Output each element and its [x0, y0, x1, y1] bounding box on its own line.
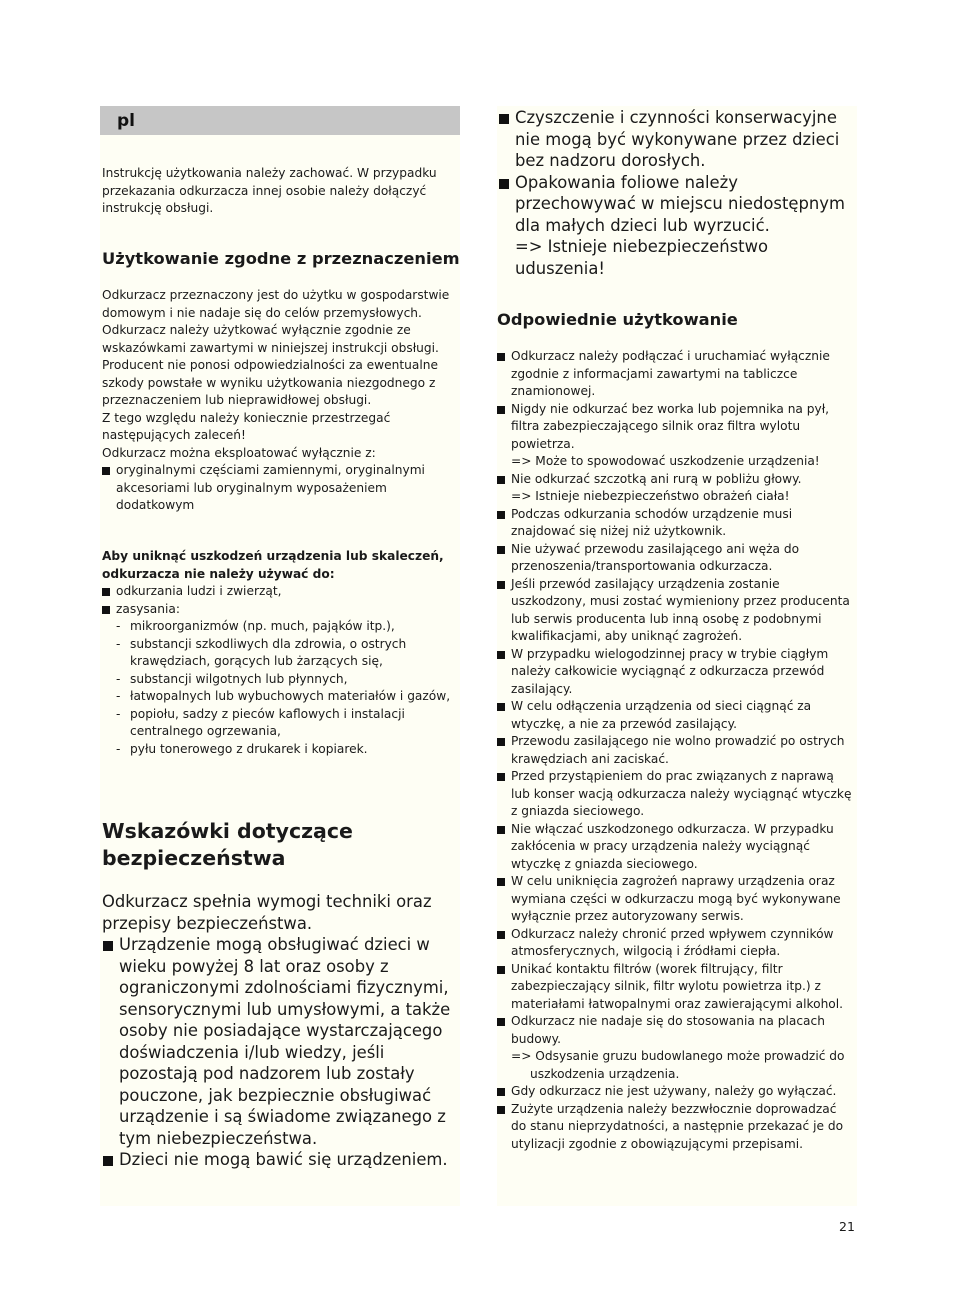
- list-item: Nie odkurzać szczotką ani rurą w pobliżu głowy. => Istnieje niebezpieczeństwo obrażeń ciała!: [497, 471, 853, 506]
- bullet-square-icon: [497, 773, 505, 781]
- dash-item: - mikroorganizmów (np. much, pająków itp.),: [116, 619, 395, 633]
- intro-text: Instrukcję użytkowania należy zachować. W przypadku przekazania odkurzacza innej osobie należy dołączyć instrukcję obsługi.: [102, 166, 437, 215]
- intro-block: [102, 165, 452, 218]
- list-item: Odkurzacz należy podłączać i uruchamiać wyłącznie zgodnie z informacjami zawartymi na tabliczce znamionowej.: [497, 348, 853, 401]
- bullet-square-icon: [102, 606, 110, 614]
- proper-use-list: [497, 348, 853, 1153]
- safety-list: [102, 934, 456, 1171]
- list-item: Unikać kontaktu filtrów (worek filtrujący, filtr zabezpieczający silnik, filtr wylotu powietrza itp.) z materiałami łatwopalnymi oraz zawierającymi alkohol.: [497, 961, 853, 1014]
- bullet-square-icon: [102, 467, 110, 475]
- list-item: Odkurzacz należy chronić przed wpływem czynników atmosferycznych, wilgocią i źródłami ciepła.: [497, 926, 853, 961]
- bullet-square-icon: [497, 878, 505, 886]
- list-item: zasysania:: [102, 601, 454, 619]
- list-item: Przed przystąpieniem do prac związanych z naprawą lub konser wacją odkurzacza należy wyciągnąć wtyczkę z gniazda sieciowego.: [497, 768, 853, 821]
- bullet-square-icon: [497, 353, 505, 361]
- list-item: W celu odłączenia urządzenia od sieci ciągnąć za wtyczkę, a nie za przewód zasilający.: [497, 698, 853, 733]
- dash-item: - substancji szkodliwych dla zdrowia, o ostrych krawędziach, gorących lub żarzących się,: [116, 636, 407, 668]
- list-item: Gdy odkurzacz nie jest używany, należy go wyłączać.: [497, 1083, 853, 1101]
- warning-note: => Może to spowodować uszkodzenie urządzenia!: [511, 454, 820, 468]
- section-title-proper-use: Odpowiednie użytkowanie: [497, 310, 738, 329]
- proper-use-body: [497, 348, 853, 1153]
- list-item: Urządzenie mogą obsługiwać dzieci w wieku powyżej 8 lat oraz osoby z ograniczonymi zdolnościami fizycznymi, sensorycznymi lub umysłowymi, a także osoby nie posiadające wystarczającego doświadczenia i/lub wiedzy, jeśli pozostają pod nadzorem lub zostały pouczone, jak bezpiecznie obsługiwać urządzenie i są świadome związanego z tym niebezpieczeństwa.: [102, 934, 456, 1149]
- warning-title: Aby uniknąć uszkodzeń urządzenia lub skaleczeń, odkurzacza nie należy używać do:: [102, 549, 444, 581]
- bullet-square-icon: [497, 966, 505, 974]
- warning-block: [102, 548, 454, 758]
- bullet-square-icon: [497, 826, 505, 834]
- dash-item: - popiołu, sadzy z pieców kaflowych i instalacji centralnego ogrzewania,: [116, 706, 405, 738]
- bullet-square-icon: [497, 1018, 505, 1026]
- list-item: W celu uniknięcia zagrożeń naprawy urządzenia oraz wymiana części w odkurzaczu mogą być wykonywane wyłącznie przez autoryzowany serwis.: [497, 873, 853, 926]
- list-item: Nie używać przewodu zasilającego ani węża do przenoszenia/transportowania odkurzacza.: [497, 541, 853, 576]
- bullet-square-icon: [497, 476, 505, 484]
- language-code: pl: [117, 111, 135, 131]
- bullet-square-icon: [497, 406, 505, 414]
- bullet-square-icon: [499, 179, 509, 189]
- bullet-square-icon: [497, 581, 505, 589]
- list-item: W przypadku wielogodzinnej pracy w trybie ciągłym należy całkowicie wyciągnąć z odkurzacza przewód zasilający.: [497, 646, 853, 699]
- suction-list: [102, 618, 454, 758]
- safety-intro: Odkurzacz spełnia wymogi techniki oraz przepisy bezpieczeństwa.: [102, 892, 432, 933]
- section-title-safety: Wskazówki dotyczące bezpieczeństwa: [102, 819, 353, 870]
- intended-use-body: [102, 287, 454, 515]
- list-item: Podczas odkurzania schodów urządzenie musi znajdować się niżej niż użytkownik.: [497, 506, 853, 541]
- right-safety-continued: [498, 107, 854, 279]
- bullet-square-icon: [497, 931, 505, 939]
- bullet-square-icon: [497, 651, 505, 659]
- bullet-square-icon: [497, 1106, 505, 1114]
- language-header-bar: [100, 106, 460, 135]
- list-item: oryginalnymi częściami zamiennymi, oryginalnymi akcesoriami lub oryginalnym wyposażeniem dodatkowym: [102, 462, 454, 515]
- list-item: Zużyte urządzenia należy bezzwłocznie doprowadzać do stanu nieprzydatności, a następnie przekazać je do utylizacji zgodnie z obowiązującymi przepisami.: [497, 1101, 853, 1154]
- bullet-square-icon: [497, 511, 505, 519]
- intended-use-note: Z tego względu należy koniecznie przestrzegać następujących zaleceń!: [102, 410, 391, 442]
- intended-use-requirement: Odkurzacz można eksploatować wyłącznie z:: [102, 445, 376, 460]
- safety-list-continued: [498, 107, 854, 279]
- warning-list: [102, 583, 454, 618]
- section-proper-use: [497, 309, 853, 331]
- bullet-square-icon: [103, 1156, 113, 1166]
- list-item: Nigdy nie odkurzać bez worka lub pojemnika na pył, filtra zabezpieczającego silnik oraz filtra wylotu powietrza. => Może to spowodować uszkodzenie urządzenia!: [497, 401, 853, 471]
- intended-use-paragraph: Odkurzacz przeznaczony jest do użytku w gospodarstwie domowym i nie nadaje się do celów przemysłowych. Odkurzacz należy użytkować wyłącznie zgodnie ze wskazówkami zawartymi w niniejszej instrukcji obsługi. Producent nie ponosi odpowiedzialności za ewentualne szkody powstałe w wyniku użytkowania niezgodnego z przeznaczeniem lub nieprawidłowej obsługi.: [102, 288, 450, 407]
- list-item: odkurzania ludzi i zwierząt,: [102, 583, 454, 601]
- bullet-square-icon: [497, 703, 505, 711]
- bullet-square-icon: [499, 114, 509, 124]
- list-item: Odkurzacz nie nadaje się do stosowania na placach budowy. => Odsysanie gruzu budowlanego może prowadzić do uszkodzenia urządzenia.: [497, 1013, 853, 1083]
- warning-note: => Odsysanie gruzu budowlanego może prowadzić do uszkodzenia urządzenia.: [511, 1049, 845, 1081]
- list-item: Opakowania foliowe należy przechowywać w miejscu niedostępnym dla małych dzieci lub wyrzucić. => Istnieje niebezpieczeństwo uduszenia!: [498, 172, 854, 280]
- list-item: Przewodu zasilającego nie wolno prowadzić po ostrych krawędziach ani zaciskać.: [497, 733, 853, 768]
- bullet-square-icon: [497, 738, 505, 746]
- bullet-square-icon: [497, 1088, 505, 1096]
- page-number: 21: [839, 1219, 855, 1234]
- section-safety: [102, 818, 402, 871]
- dash-item: - pyłu tonerowego z drukarek i kopiarek.: [116, 741, 368, 756]
- dash-item: - substancji wilgotnych lub płynnych,: [116, 671, 348, 686]
- section-intended-use: [102, 248, 462, 270]
- safety-body: [102, 891, 456, 1171]
- accessories-list: [102, 462, 454, 515]
- bullet-square-icon: [102, 588, 110, 596]
- list-item: Nie włączać uszkodzonego odkurzacza. W przypadku zakłócenia w pracy urządzenia należy wyciągnąć wtyczkę z gniazda sieciowego.: [497, 821, 853, 874]
- warning-note: => Istnieje niebezpieczeństwo obrażeń ciała!: [511, 489, 790, 503]
- warning-note: => Istnieje niebezpieczeństwo uduszenia!: [515, 237, 768, 278]
- list-item: Dzieci nie mogą bawić się urządzeniem.: [102, 1149, 456, 1171]
- list-item: Czyszczenie i czynności konserwacyjne nie mogą być wykonywane przez dzieci bez nadzoru dorosłych.: [498, 107, 854, 172]
- section-title-intended-use: Użytkowanie zgodne z przeznaczeniem: [102, 249, 460, 268]
- bullet-square-icon: [497, 546, 505, 554]
- bullet-square-icon: [103, 941, 113, 951]
- list-item: Jeśli przewód zasilający urządzenia zostanie uszkodzony, musi zostać wymieniony przez producenta lub serwis producenta lub inną osobę z podobnymi kwalifikacjami, aby uniknąć zagrożeń.: [497, 576, 853, 646]
- dash-item: - łatwopalnych lub wybuchowych materiałów i gazów,: [116, 689, 451, 703]
